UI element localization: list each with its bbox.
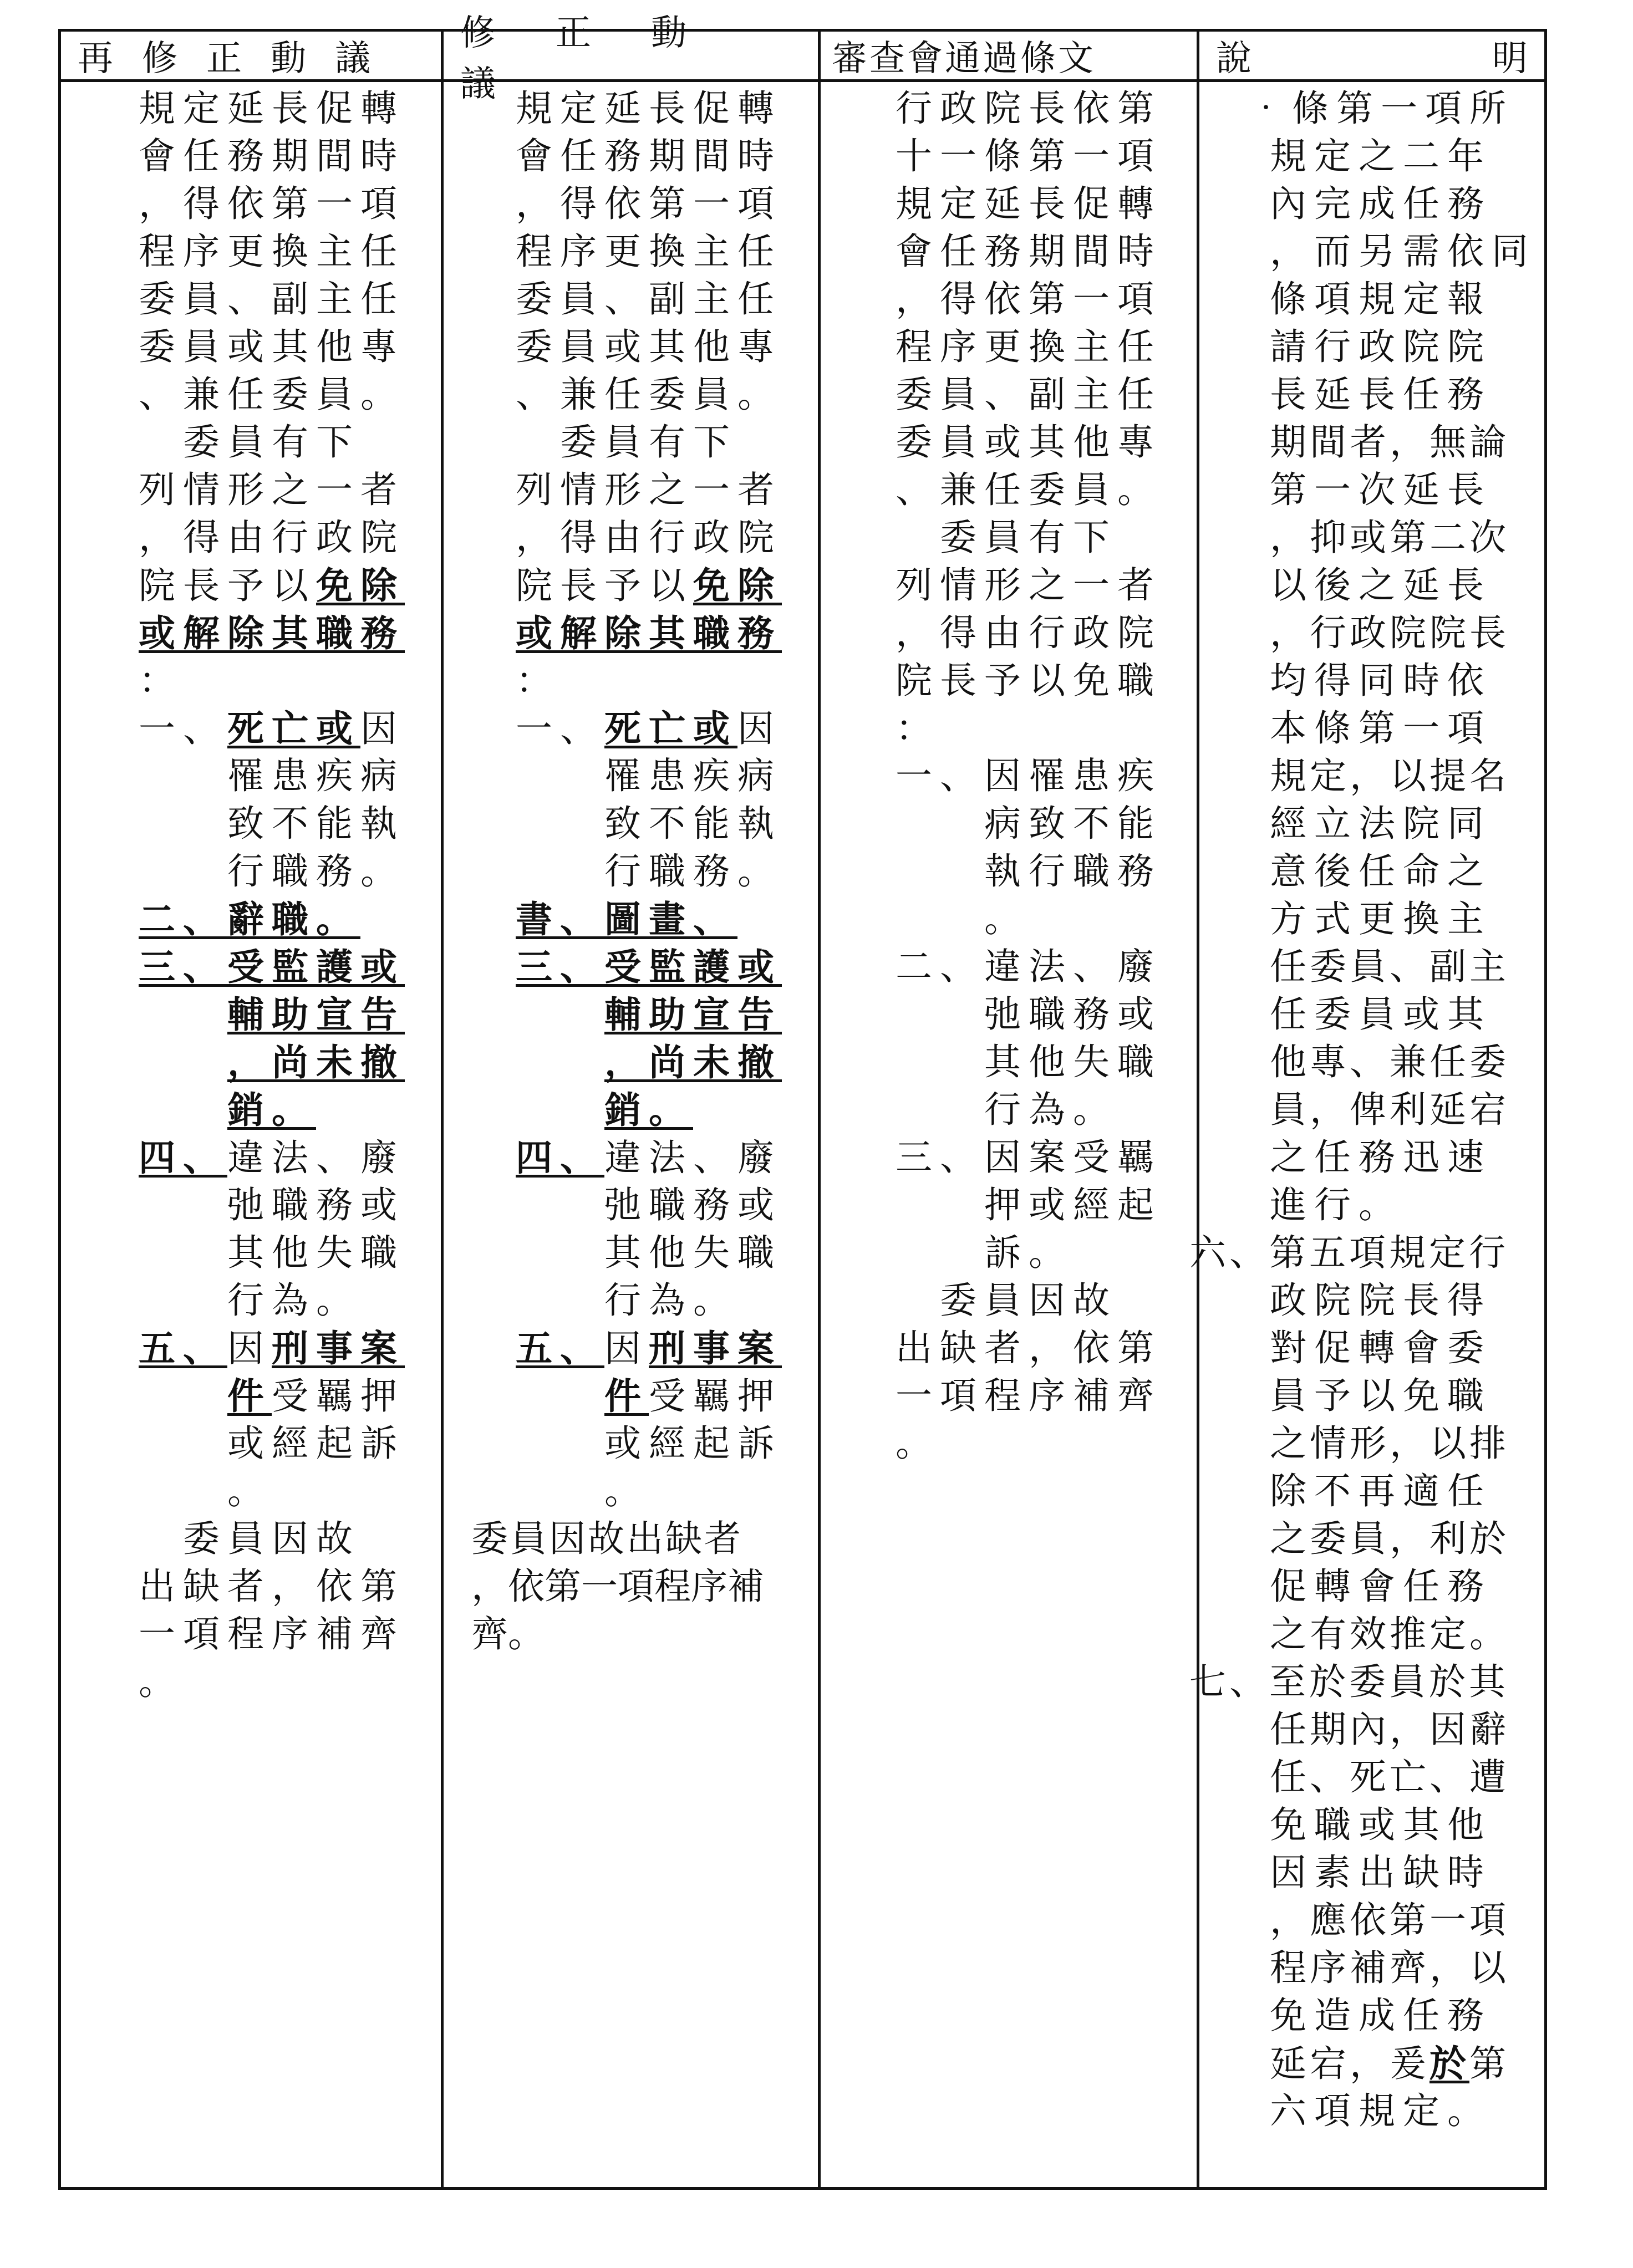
text-line: 任、死亡、遭 (1270, 1756, 1509, 1798)
text-line: ，依第一項程序補 (471, 1565, 764, 1608)
text-line: 四、違法、廢 (516, 1136, 782, 1179)
header-committee-text: 審查會通過條文 (832, 38, 1096, 79)
text-line: 一、死亡或因 (516, 707, 782, 750)
text-line: 。 (984, 898, 1029, 940)
amended-text: 件 (227, 1374, 272, 1418)
column-resubmitted-motion (139, 85, 477, 1706)
text-line: 期間者，無論 (1270, 421, 1509, 463)
text-line: 免造成任務 (1270, 1994, 1492, 2037)
amended-text: 三、受監護或 (516, 945, 782, 988)
text-line: ，得由行政院 (139, 516, 405, 559)
text-line: 三、因案受羈 (896, 1136, 1162, 1179)
amended-text: 書、圖畫、 (516, 898, 737, 941)
text-line (516, 1086, 826, 1134)
text-line: 行為。 (227, 1279, 360, 1322)
text-line: ： (516, 659, 560, 702)
text-line: 件受羈押 (604, 1374, 782, 1418)
text-line: ，得依第一項 (139, 182, 405, 225)
text-line: 。 (139, 1660, 183, 1703)
text-line: 委員因故 (139, 1517, 360, 1560)
text-line: 或經起訴 (227, 1422, 405, 1465)
amended-text: 免除 (693, 564, 782, 607)
text-line (139, 1086, 477, 1134)
text-line: ，得由行政院 (516, 516, 782, 559)
text-line: 院長予以免除 (139, 564, 405, 607)
text-line: 行政院長依第 (896, 87, 1162, 130)
text-line: 、兼任委員。 (896, 468, 1162, 511)
amended-text: 死亡或 (604, 707, 737, 750)
text-line: ，抑或第二次 (1270, 516, 1509, 559)
text-line: ： (896, 707, 940, 750)
text-line: 一項程序補齊 (139, 1613, 405, 1655)
header-amendment-motion: 修正動議 (460, 13, 746, 105)
text-line: 進行。 (1270, 1184, 1403, 1226)
text-line: 之有效推定。 (1270, 1613, 1509, 1655)
text-line: 出缺者，依第 (139, 1565, 405, 1608)
text-line: 規定延長促轉 (516, 87, 782, 130)
column-amendment-motion (471, 85, 826, 1658)
amended-text: 二、辭職。 (139, 898, 360, 941)
text-line: 委員或其他專 (516, 325, 782, 368)
text-line (516, 1038, 826, 1086)
text-line: 委員、副主任 (516, 278, 782, 320)
amended-text: 五、 (516, 1327, 604, 1370)
amended-text: 五、 (139, 1327, 227, 1370)
text-line: 二、違法、廢 (896, 945, 1162, 988)
text-line: 致不能執 (604, 802, 782, 845)
text-line: 程序更換主任 (139, 230, 405, 273)
text-line: 延宕，爰於第 (1270, 2042, 1509, 2085)
text-line: 。 (604, 1470, 649, 1512)
text-line: 病致不能 (984, 802, 1162, 845)
text-line: 行為。 (984, 1088, 1117, 1131)
text-line: ，應依第一項 (1270, 1899, 1509, 1941)
amended-text: 死亡或 (227, 707, 360, 750)
text-line: 件受羈押 (227, 1374, 405, 1418)
amended-text: 件 (604, 1374, 649, 1418)
text-line: 方式更換主 (1270, 898, 1492, 940)
amended-text: ，尚未撤 (227, 1041, 405, 1084)
text-line: 委員有下 (896, 516, 1117, 559)
text-line: 其他失職 (227, 1231, 405, 1274)
text-line: 意後任命之 (1270, 850, 1492, 893)
text-line: 因素出缺時 (1270, 1851, 1492, 1894)
text-line: 委員因故出缺者 (471, 1517, 743, 1560)
text-line: 條項規定報 (1270, 278, 1492, 320)
text-line: 弛職務或 (984, 993, 1162, 1036)
text-line: 十一條第一項 (896, 135, 1162, 177)
text-line: 會任務期間時 (896, 230, 1162, 273)
text-line: 四、違法、廢 (139, 1136, 405, 1179)
text-line: 一項程序補齊 (896, 1374, 1162, 1417)
text-line: 以後之延長 (1270, 564, 1492, 607)
text-line: 致不能執 (227, 802, 405, 845)
text-line: 七、至於委員於其 (1189, 1660, 1509, 1703)
amended-text: 刑事案 (272, 1327, 405, 1370)
amended-text: 於 (1429, 2042, 1469, 2085)
text-line: ： (139, 659, 183, 702)
text-line: 免職或其他 (1270, 1803, 1492, 1846)
text-line: 、兼任委員。 (139, 373, 405, 416)
text-line: 規定之二年 (1270, 135, 1492, 177)
amended-text: 輔助宣告 (604, 993, 782, 1036)
column-explanation (1189, 85, 1542, 2135)
amended-text: 銷。 (604, 1088, 693, 1132)
text-line: 行為。 (604, 1279, 737, 1322)
amended-text: 刑事案 (649, 1327, 782, 1370)
text-line: 會任務期間時 (139, 135, 405, 177)
text-line: ‧條第一項所 (1248, 87, 1514, 130)
text-line: 除不再適任 (1270, 1470, 1492, 1512)
text-line: 委員、副主任 (896, 373, 1162, 416)
text-line: 列情形之一者 (896, 564, 1162, 607)
text-line: 之情形，以排 (1270, 1422, 1509, 1465)
text-line: ，行政院院長 (1270, 611, 1509, 654)
text-line: ，得依第一項 (516, 182, 782, 225)
comparison-table (58, 13, 1547, 2190)
text-line: 、兼任委員。 (516, 373, 782, 416)
text-line: 一、死亡或因 (139, 707, 405, 750)
text-line: 罹患疾病 (227, 755, 405, 797)
text-line: ，得由行政院 (896, 611, 1162, 654)
amended-text: 或解除其職務 (516, 611, 782, 655)
text-line: 行職務。 (604, 850, 782, 893)
text-line: 列情形之一者 (139, 468, 405, 511)
text-line: 弛職務或 (604, 1184, 782, 1226)
text-line: 其他失職 (604, 1231, 782, 1274)
amended-text: 四、 (516, 1136, 604, 1179)
text-line: 員，俾利延宕 (1270, 1088, 1509, 1131)
text-line: 規定延長促轉 (896, 182, 1162, 225)
text-line: 或經起訴 (604, 1422, 782, 1465)
text-line: 第一次延長 (1270, 468, 1492, 511)
text-line: 任委員、副主 (1270, 945, 1509, 988)
amended-text: 或解除其職務 (139, 611, 405, 655)
text-line (139, 1038, 477, 1086)
text-line: 出缺者，依第 (896, 1327, 1162, 1369)
text-line: 委員或其他專 (896, 421, 1162, 463)
text-line: 規定延長促轉 (139, 87, 405, 130)
text-line: 本條第一項 (1270, 707, 1492, 750)
header-resubmitted-motion: 再修正動議 (78, 38, 399, 79)
column-committee-text (896, 85, 1206, 1467)
text-line: 訴。 (984, 1231, 1073, 1274)
amended-text: 四、 (139, 1136, 227, 1179)
text-line: 委員、副主任 (139, 278, 405, 320)
text-line: 員予以免職 (1270, 1374, 1492, 1417)
text-line (139, 991, 477, 1038)
text-line: 五、因刑事案 (516, 1327, 782, 1370)
text-line: ，得依第一項 (896, 278, 1162, 320)
text-line: 其他失職 (984, 1041, 1162, 1083)
text-line: 對促轉會委 (1270, 1327, 1492, 1369)
text-line: 促轉會任務 (1270, 1565, 1492, 1608)
text-line: 罹患疾病 (604, 755, 782, 797)
text-line: 列情形之一者 (516, 468, 782, 511)
text-line: 院長予以免職 (896, 659, 1162, 702)
text-line: 齊。 (471, 1613, 545, 1655)
text-line: 任委員或其 (1270, 993, 1492, 1036)
text-line: 委員或其他專 (139, 325, 405, 368)
text-line: 委員有下 (516, 421, 737, 463)
text-line: 委員因故 (896, 1279, 1117, 1322)
amended-text: 三、受監護或 (139, 945, 405, 988)
text-line: 均得同時依 (1270, 659, 1492, 702)
text-line: 。 (227, 1470, 272, 1512)
text-line: 長延長任務 (1270, 373, 1492, 416)
text-line: 之委員，利於 (1270, 1517, 1509, 1560)
text-line: 政院院長得 (1270, 1279, 1492, 1322)
text-line: 。 (896, 1422, 940, 1465)
amended-text: 免除 (316, 564, 405, 607)
text-line: 一、因罹患疾 (896, 755, 1162, 797)
text-line: 程序更換主任 (896, 325, 1162, 368)
text-line: 內完成任務 (1270, 182, 1492, 225)
amended-text: 輔助宣告 (227, 993, 405, 1036)
text-line: 六、第五項規定行 (1189, 1231, 1509, 1274)
text-line: 任期內，因辭 (1270, 1708, 1509, 1751)
header-explanation: 說 明 (1216, 38, 1528, 79)
text-line: 程序更換主任 (516, 230, 782, 273)
text-line: 院長予以免除 (516, 564, 782, 607)
text-line: ，而另需依同 (1270, 230, 1536, 273)
text-line: 押或經起 (984, 1184, 1162, 1226)
text-line: 他專、兼任委 (1270, 1041, 1509, 1083)
text-line: 會任務期間時 (516, 135, 782, 177)
text-line: 執行職務 (984, 850, 1162, 893)
text-line: 委員有下 (139, 421, 360, 463)
text-line: 六項規定。 (1270, 2089, 1492, 2132)
text-line: 之任務迅速 (1270, 1136, 1492, 1179)
text-line: 經立法院同 (1270, 802, 1492, 845)
text-line: 規定，以提名 (1270, 755, 1509, 797)
text-line: 請行政院院 (1270, 325, 1492, 368)
amended-text: ，尚未撤 (604, 1041, 782, 1084)
text-line: 弛職務或 (227, 1184, 405, 1226)
text-line: 五、因刑事案 (139, 1327, 405, 1370)
amended-text: 銷。 (227, 1088, 316, 1132)
text-line: 程序補齊，以 (1270, 1946, 1509, 1989)
text-line: 行職務。 (227, 850, 405, 893)
text-line (516, 991, 826, 1038)
